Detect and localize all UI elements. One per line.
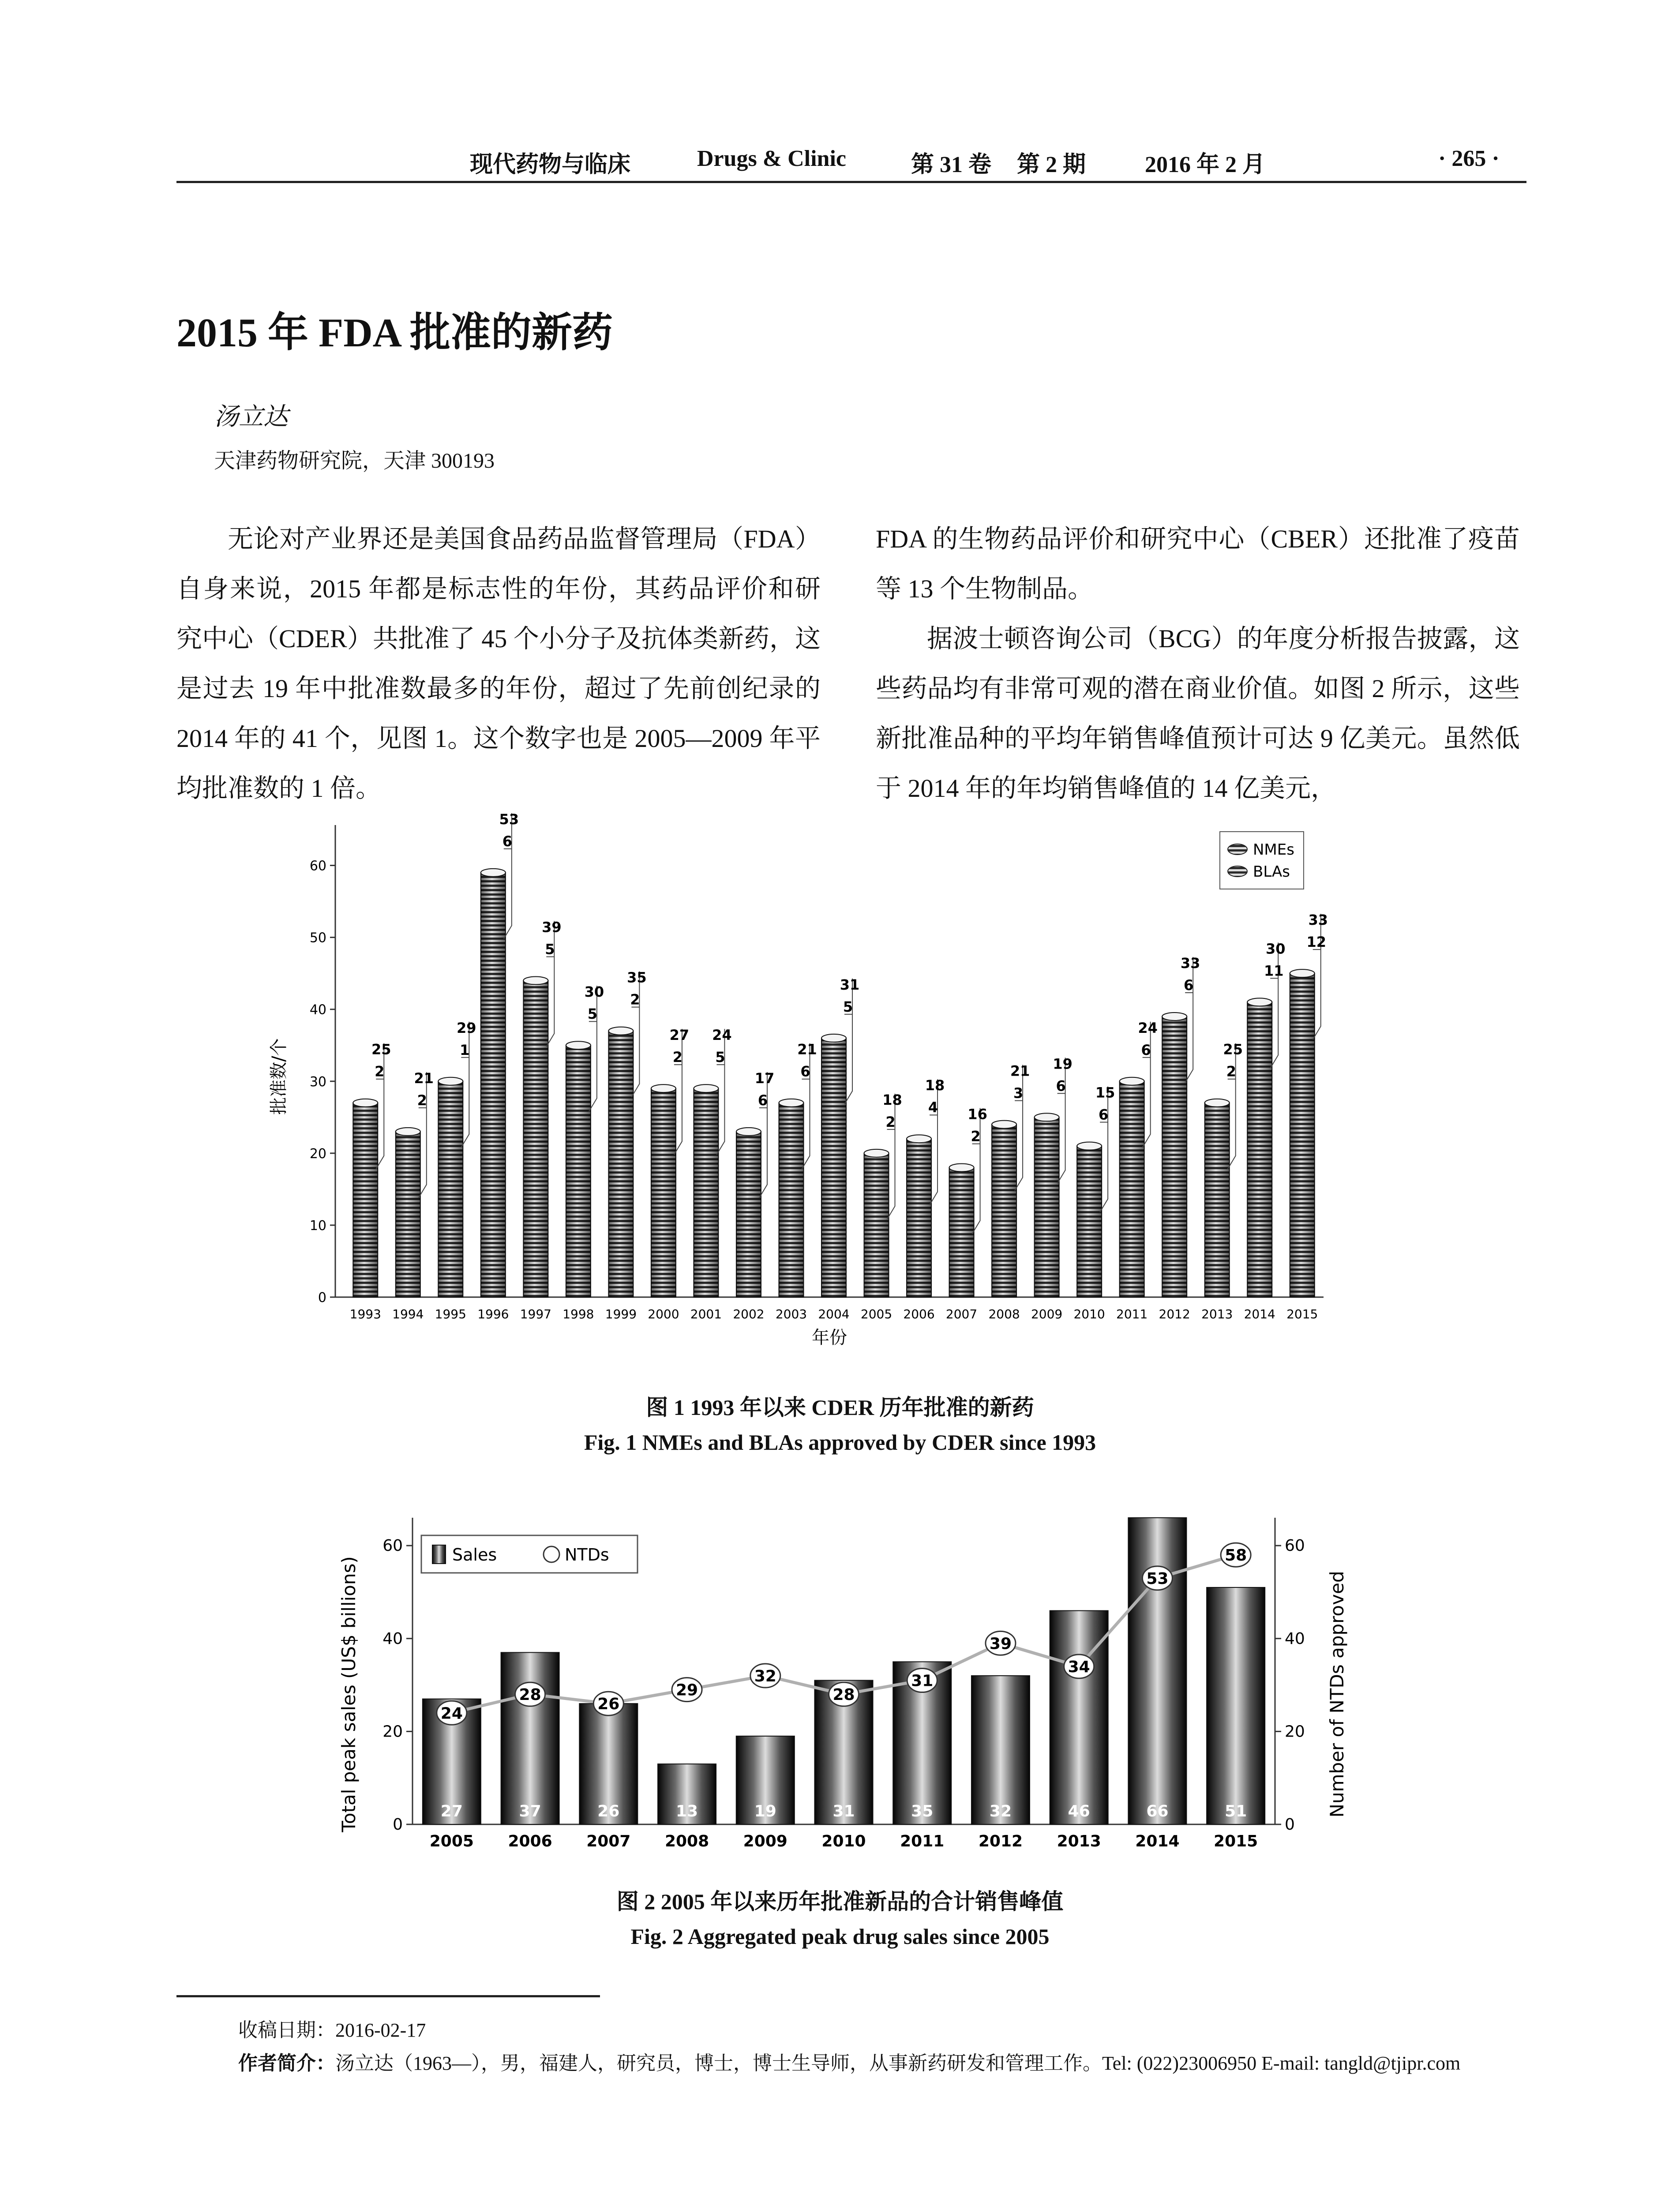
- y-tick-label: 60: [382, 1537, 403, 1555]
- bar-1998: [566, 1041, 591, 1297]
- nme-data-label: 33: [1180, 955, 1200, 972]
- bar-cap: [736, 1128, 761, 1136]
- bla-data-label: 11: [1264, 962, 1284, 979]
- bla-data-label: 6: [758, 1092, 768, 1109]
- x-tick-label: 2011: [1116, 1307, 1148, 1321]
- x-tick-label: 1998: [562, 1307, 594, 1321]
- y-tick-label: 20: [309, 1146, 326, 1162]
- x-tick-label: 2015: [1214, 1832, 1258, 1850]
- bar-1996: [481, 869, 506, 1297]
- bar-cap: [523, 976, 548, 984]
- nme-data-label: 53: [499, 812, 519, 828]
- x-tick-label: 2014: [1135, 1832, 1180, 1850]
- bar-shading: [1205, 1103, 1230, 1297]
- bar-shading: [864, 1153, 889, 1297]
- y2-tick-label: 20: [1285, 1722, 1305, 1741]
- bar-2000: [651, 1084, 676, 1297]
- bar-1999: [608, 1027, 633, 1297]
- bar-2011: [1120, 1077, 1144, 1297]
- bar-shading: [1162, 1017, 1187, 1297]
- sales-bar-2009: [736, 1736, 795, 1824]
- nme-data-label: 18: [882, 1091, 902, 1108]
- bar-1995: [438, 1077, 463, 1297]
- bar-shading: [523, 980, 548, 1297]
- bar-shading: [992, 1125, 1016, 1297]
- journal-name-cn: 现代药物与临床: [470, 152, 631, 177]
- sales-data-label: 31: [832, 1802, 855, 1820]
- bar-cap: [566, 1041, 591, 1049]
- paragraph: 无论对产业界还是美国食品药品监督管理局（FDA）自身来说，2015 年都是标志性的年份，其药品评价和研究中心（CDER）共批准了 45 个小分子及抗体类新药，这是过去 19 年中批准数最多的年份，超过了先前创纪录的 2014 年的 41 个，见图 1。这个数字也是 2005—2009 年平均批准数的 1 倍。: [176, 525, 821, 803]
- bar-2003: [779, 1099, 803, 1297]
- y-tick-label: 60: [309, 858, 326, 874]
- x-tick-label: 2009: [1031, 1307, 1063, 1321]
- nme-data-label: 31: [840, 976, 860, 993]
- author-name: 汤立达: [214, 403, 288, 431]
- bar-2002: [736, 1128, 761, 1297]
- bar-cap: [651, 1084, 676, 1092]
- nme-data-label: 29: [457, 1019, 476, 1036]
- bar-1997: [523, 976, 548, 1297]
- sales-bar: [1207, 1587, 1265, 1824]
- nme-data-label: 25: [1223, 1041, 1243, 1058]
- sales-bar-2012: [971, 1676, 1030, 1824]
- x-tick-label: 2006: [903, 1307, 935, 1321]
- ntd-data-label: 53: [1146, 1569, 1169, 1588]
- bar-shading: [1247, 1002, 1272, 1297]
- bar-shading: [396, 1132, 420, 1297]
- y-axis-label: 批准数/个: [269, 1038, 289, 1115]
- bar-shading: [779, 1103, 803, 1297]
- bar-cap: [438, 1077, 463, 1085]
- journal-name-en: Drugs & Clinic: [697, 146, 846, 171]
- bar-cap: [396, 1128, 420, 1136]
- y-tick-label: 50: [309, 930, 326, 946]
- sales-data-label: 27: [440, 1802, 463, 1820]
- bar-2015: [1290, 969, 1315, 1297]
- bla-data-label: 5: [715, 1049, 725, 1066]
- paragraph: FDA 的生物药品评价和研究中心（CBER）还批准了疫苗等 13 个生物制品。: [876, 525, 1520, 603]
- article-title: 2015 年 FDA 批准的新药: [176, 310, 613, 355]
- chart-legend: [1220, 832, 1304, 889]
- bar-2013: [1205, 1099, 1230, 1297]
- sales-data-label: 51: [1225, 1802, 1247, 1820]
- bar-2004: [821, 1034, 846, 1297]
- legend-label: BLAs: [1253, 863, 1290, 881]
- bar-2012: [1162, 1013, 1187, 1297]
- bar-cap: [907, 1135, 931, 1143]
- bar-2010: [1077, 1142, 1102, 1297]
- bar-2014: [1247, 998, 1272, 1297]
- nme-data-label: 18: [925, 1077, 945, 1094]
- bla-data-label: 2: [672, 1049, 683, 1066]
- sales-bar-2006: [501, 1652, 559, 1824]
- bar-shading: [949, 1167, 974, 1297]
- y2-tick-label: 0: [1285, 1816, 1295, 1834]
- bla-data-label: 5: [843, 998, 853, 1015]
- bar-cap: [481, 869, 506, 877]
- x-tick-label: 2010: [1073, 1307, 1105, 1321]
- bar-cap: [608, 1027, 633, 1035]
- nme-data-label: 30: [584, 983, 604, 1001]
- nme-data-label: 24: [712, 1027, 732, 1044]
- y-tick-label: 0: [318, 1290, 326, 1306]
- issue: 第 2 期: [1017, 152, 1086, 177]
- x-tick-label: 2005: [429, 1832, 474, 1850]
- figure-1-chart: [265, 812, 1359, 1377]
- bla-data-label: 6: [1184, 977, 1194, 994]
- y2-tick-label: 60: [1285, 1537, 1305, 1555]
- page-number: · 265 ·: [1438, 146, 1500, 171]
- y-tick-label: 30: [309, 1074, 326, 1090]
- ntd-data-label: 24: [440, 1704, 463, 1723]
- author-affiliation: 天津药物研究院，天津 300193: [214, 449, 495, 473]
- nme-data-label: 15: [1095, 1084, 1115, 1101]
- nme-data-label: 21: [1010, 1062, 1030, 1080]
- bar-2009: [1035, 1113, 1059, 1297]
- x-tick-label: 2002: [733, 1307, 765, 1321]
- bar-shading: [907, 1139, 931, 1297]
- bar-shading: [481, 873, 506, 1297]
- nme-data-label: 19: [1053, 1055, 1072, 1073]
- x-tick-label: 2012: [1159, 1307, 1190, 1321]
- bar-cap: [779, 1099, 803, 1107]
- sales-bar-2008: [658, 1764, 716, 1824]
- bar-cap: [864, 1149, 889, 1157]
- ntd-data-label: 39: [989, 1635, 1012, 1653]
- x-tick-label: 2004: [818, 1307, 850, 1321]
- y-tick-label: 10: [309, 1218, 326, 1234]
- x-axis-label: 年份: [812, 1328, 847, 1348]
- bar-shading: [1290, 973, 1315, 1297]
- x-tick-label: 1997: [520, 1307, 551, 1321]
- bar-shading: [1035, 1117, 1059, 1297]
- ntd-data-label: 34: [1068, 1658, 1090, 1676]
- bar-shading: [651, 1088, 676, 1297]
- figure-2-caption-cn: 图 2 2005 年以来历年批准新品的合计销售峰值: [616, 1889, 1064, 1914]
- figure-1-caption-en: Fig. 1 NMEs and BLAs approved by CDER since 1993: [584, 1430, 1096, 1455]
- nme-data-label: 24: [1138, 1019, 1158, 1036]
- bar-shading: [438, 1081, 463, 1297]
- bar-cap: [353, 1099, 378, 1107]
- bar-cap: [821, 1034, 846, 1042]
- bar-shading: [694, 1088, 718, 1297]
- x-tick-label: 2003: [775, 1307, 807, 1321]
- bla-data-label: 6: [1141, 1041, 1151, 1058]
- bla-data-label: 2: [375, 1063, 385, 1080]
- y-tick-label: 40: [309, 1002, 326, 1018]
- bla-data-label: 4: [928, 1099, 938, 1116]
- sales-data-label: 66: [1146, 1802, 1169, 1820]
- x-tick-label: 2010: [821, 1832, 866, 1850]
- running-header: [176, 141, 1526, 183]
- x-tick-label: 2013: [1057, 1832, 1101, 1850]
- sales-data-label: 13: [675, 1802, 698, 1820]
- paragraph: 据波士顿咨询公司（BCG）的年度分析报告披露，这些药品均有非常可观的潜在商业价值。如图 2 所示，这些新批准品种的平均年销售峰值预计可达 9 亿美元。虽然低于 2014 年的年均销售峰值的 14 亿美元，: [876, 624, 1520, 803]
- bla-data-label: 6: [1098, 1106, 1109, 1123]
- bar-shading: [821, 1038, 846, 1297]
- y-tick-label: 40: [382, 1629, 403, 1648]
- ntd-data-label: 26: [597, 1695, 620, 1714]
- nme-data-label: 17: [754, 1069, 775, 1087]
- bla-data-label: 2: [630, 991, 640, 1008]
- sales-data-label: 37: [519, 1802, 541, 1820]
- volume: 第 31 卷: [911, 152, 992, 177]
- bla-data-label: 2: [1226, 1063, 1236, 1080]
- x-tick-label: 2007: [945, 1307, 978, 1321]
- x-tick-label: 1994: [392, 1307, 424, 1321]
- sales-bar: [501, 1652, 559, 1824]
- bar-1993: [353, 1099, 378, 1297]
- bar-cap: [1247, 998, 1272, 1006]
- x-tick-label: 2006: [508, 1832, 552, 1850]
- x-tick-label: 2013: [1201, 1307, 1233, 1321]
- ntd-data-label: 28: [832, 1686, 855, 1704]
- issue-date: 2016 年 2 月: [1145, 152, 1266, 177]
- bla-data-label: 12: [1306, 934, 1327, 951]
- x-tick-label: 1993: [349, 1307, 381, 1321]
- author-bio: [238, 2047, 1460, 2075]
- x-tick-label: 2001: [690, 1307, 722, 1321]
- bar-cap: [1205, 1099, 1230, 1107]
- bar-2006: [907, 1135, 931, 1297]
- nme-data-label: 16: [968, 1106, 987, 1123]
- bla-data-label: 2: [417, 1092, 427, 1109]
- body-column-left: [176, 514, 821, 813]
- sales-bar: [1128, 1518, 1186, 1824]
- bar-cap: [992, 1121, 1016, 1129]
- nme-data-label: 35: [627, 969, 647, 986]
- y-tick-label: 20: [382, 1722, 403, 1741]
- figure-2-chart: [335, 1509, 1359, 1875]
- x-tick-label: 2014: [1244, 1307, 1275, 1321]
- bar-cap: [1120, 1077, 1144, 1085]
- nme-data-label: 30: [1265, 940, 1286, 957]
- nme-data-label: 33: [1308, 912, 1328, 929]
- figure-2-caption-en: Fig. 2 Aggregated peak drug sales since 2005: [630, 1924, 1050, 1949]
- bar-2001: [694, 1084, 718, 1297]
- nme-data-label: 21: [414, 1069, 434, 1087]
- x-tick-label: 1995: [435, 1307, 466, 1321]
- sales-data-label: 26: [597, 1802, 620, 1820]
- bar-shading: [353, 1103, 378, 1297]
- received-date: 收稿日期：2016-02-17: [238, 2019, 426, 2041]
- ntd-data-label: 29: [675, 1681, 698, 1700]
- bar-2008: [992, 1121, 1016, 1297]
- author-bio-text: 汤立达（1963—），男，福建人，研究员，博士，博士生导师，从事新药研发和管理工作。Tel: (022)23006950 E-mail: tangld@tjipr.com: [335, 2052, 1461, 2074]
- bla-data-label: 6: [800, 1063, 810, 1080]
- author-bio-label: 作者简介：: [238, 2052, 335, 2074]
- bar-cap: [1035, 1113, 1059, 1121]
- x-tick-label: 2009: [743, 1832, 788, 1850]
- nme-data-label: 25: [371, 1041, 391, 1058]
- bla-data-label: 3: [1013, 1084, 1024, 1102]
- bar-shading: [1077, 1146, 1102, 1297]
- ntd-data-label: 32: [754, 1667, 776, 1686]
- x-tick-label: 2015: [1286, 1307, 1318, 1321]
- sales-data-label: 19: [754, 1802, 776, 1820]
- x-tick-label: 1999: [605, 1307, 637, 1321]
- bla-data-label: 5: [587, 1005, 598, 1023]
- footnote-rule: [176, 1995, 600, 1997]
- nme-data-label: 21: [797, 1041, 817, 1058]
- bar-shading: [608, 1031, 633, 1297]
- x-tick-label: 2005: [860, 1307, 892, 1321]
- nme-data-label: 39: [542, 919, 562, 936]
- x-tick-label: 2008: [664, 1832, 709, 1850]
- x-tick-label: 2007: [586, 1832, 631, 1850]
- bar-cap: [1290, 969, 1315, 977]
- y2-axis-label: Number of NTDs approved: [1326, 1571, 1348, 1818]
- sales-bar-2015: [1207, 1587, 1265, 1824]
- nme-data-label: 27: [669, 1027, 690, 1044]
- bar-2005: [864, 1149, 889, 1297]
- legend-label: NMEs: [1253, 841, 1294, 859]
- ntd-data-label: 31: [911, 1672, 934, 1690]
- bla-data-label: 6: [1056, 1077, 1066, 1095]
- bar-cap: [1077, 1142, 1102, 1150]
- sales-data-label: 46: [1068, 1802, 1090, 1820]
- legend-label: NTDs: [565, 1545, 609, 1564]
- y-tick-label: 0: [393, 1816, 403, 1834]
- x-tick-label: 1996: [477, 1307, 509, 1321]
- sales-data-label: 32: [989, 1802, 1012, 1820]
- bar-2007: [949, 1163, 974, 1297]
- y2-tick-label: 40: [1285, 1629, 1305, 1648]
- body-column-right: [876, 514, 1520, 813]
- bla-data-label: 2: [885, 1113, 896, 1130]
- ntd-data-label: 58: [1225, 1546, 1247, 1565]
- bar-shading: [736, 1132, 761, 1297]
- bla-data-label: 5: [545, 941, 555, 958]
- figure-1-caption-cn: 图 1 1993 年以来 CDER 历年批准的新药: [646, 1395, 1034, 1420]
- sales-data-label: 35: [911, 1802, 934, 1820]
- bla-data-label: 6: [502, 833, 512, 850]
- bar-cap: [694, 1084, 718, 1092]
- x-tick-label: 2000: [648, 1307, 679, 1321]
- sales-bar-2014: [1128, 1518, 1186, 1824]
- ntd-data-label: 28: [519, 1686, 541, 1704]
- bar-cap: [1162, 1013, 1187, 1020]
- bar-1994: [396, 1128, 420, 1297]
- bla-data-label: 1: [460, 1041, 470, 1058]
- bar-shading: [1120, 1081, 1144, 1297]
- legend-label: Sales: [452, 1545, 497, 1564]
- x-tick-label: 2011: [900, 1832, 945, 1850]
- sales-bar-2007: [579, 1703, 638, 1824]
- y-axis-label: Total peak sales (US$ billions): [338, 1556, 360, 1832]
- bla-data-label: 2: [971, 1128, 981, 1145]
- x-tick-label: 2012: [978, 1832, 1023, 1850]
- bar-shading: [566, 1045, 591, 1297]
- chart-legend: [421, 1535, 638, 1573]
- x-tick-label: 2008: [988, 1307, 1020, 1321]
- bar-cap: [949, 1163, 974, 1171]
